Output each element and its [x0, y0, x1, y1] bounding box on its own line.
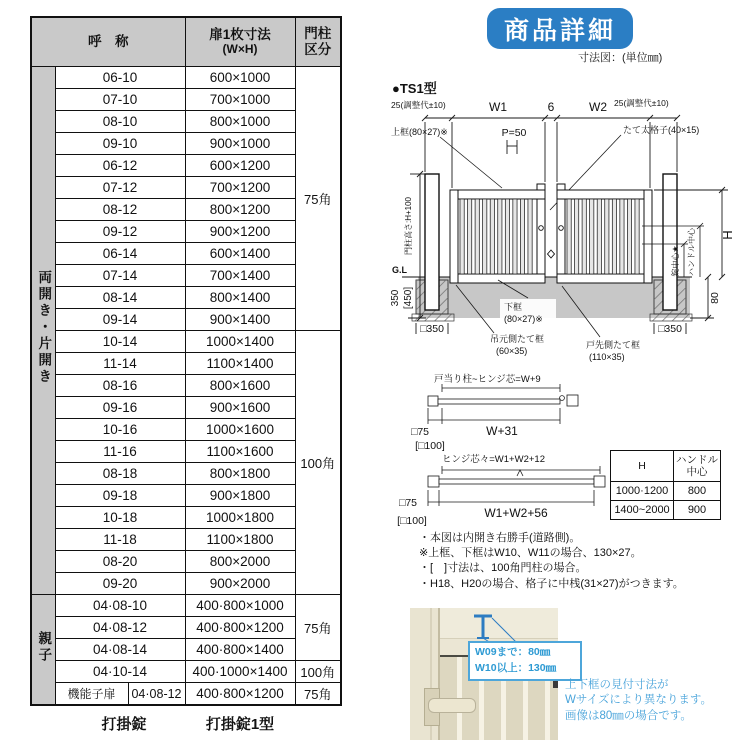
table-row [31, 661, 341, 683]
note-line: ・[ ]寸法は、100角門柱の場合。 [419, 562, 587, 575]
cell-model-name: 06-14 [55, 243, 185, 265]
table-row [31, 441, 341, 463]
gate-bar [605, 199, 609, 274]
table-row [31, 551, 341, 573]
table-row [31, 155, 341, 177]
gate-bar [468, 199, 472, 274]
cell-leaf-size: 800×1200 [185, 199, 295, 221]
cell-h-range: 1000·1200 [611, 482, 674, 501]
dimension-unit-note: 寸法図：(単位㎜) [578, 52, 663, 64]
gate-post-left [425, 174, 439, 310]
product-detail-badge-label: 商品詳細 [503, 16, 616, 45]
cell-leaf-size: 800×1600 [185, 375, 295, 397]
cell-leaf-size: 1000×1400 [185, 331, 295, 353]
table-row [31, 243, 341, 265]
gate-bar [490, 199, 494, 274]
cell-model-name: 09-16 [55, 397, 185, 419]
gate-bar [627, 199, 631, 274]
cell-post-type: 75角 [295, 595, 341, 661]
cell-leaf-size: 1000×1800 [185, 507, 295, 529]
photo-caption-line: 画像は80㎜の場合です。 [565, 709, 692, 722]
rail-size-tag-line1: W09まで：80㎜ [475, 646, 551, 658]
table-row [31, 331, 341, 353]
plan2-post: □75 [398, 497, 418, 509]
photo-caption-line: Wサイズにより異なります。 [565, 694, 713, 707]
cell-model-name: 10-18 [55, 507, 185, 529]
pitch-ticks [507, 140, 517, 154]
cell-model-name: 08-10 [55, 111, 185, 133]
dim-gap6: 6 [547, 100, 555, 114]
gate-bar [612, 199, 616, 274]
dim-w1: W1 [489, 100, 507, 114]
cell-leaf-size: 400·800×1200 [185, 617, 295, 639]
label-footing-left: □350 [420, 323, 444, 335]
cell-leaf-size: 900×1400 [185, 309, 295, 331]
cell-leaf-size: 800×2000 [185, 551, 295, 573]
cell-leaf-size: 600×1400 [185, 243, 295, 265]
cell-model-name: 08-16 [55, 375, 185, 397]
note-line: ※上框、下框はW10、W11の場合、130×27。 [419, 547, 642, 560]
col-header-size [185, 17, 295, 67]
cell-leaf-size: 1100×1600 [185, 441, 295, 463]
cell-model-name: 07-12 [55, 177, 185, 199]
cell-h-range: 1400~2000 [611, 501, 674, 520]
handle-table-row [611, 482, 721, 501]
label-depth-350: 350 [390, 289, 401, 307]
label-depth-450: [450] [403, 286, 414, 310]
gate-bar [475, 199, 479, 274]
table-row [31, 485, 341, 507]
spec-table-section [30, 16, 342, 706]
cell-leaf-size: 600×1200 [185, 155, 295, 177]
cell-leaf-size: 700×1000 [185, 89, 295, 111]
table-row [31, 133, 341, 155]
plan2-post-alt: [□100] [397, 515, 427, 527]
spec-table-header-row [31, 17, 341, 67]
cell-leaf-size: 400·1000×1400 [185, 661, 295, 683]
cell-model-name: 10-16 [55, 419, 185, 441]
cell-leaf-size: 900×1200 [185, 221, 295, 243]
col-header-post-line2: 区分 [304, 42, 332, 57]
gate-bar [528, 199, 532, 274]
col-header-name: 呼 称 [31, 17, 185, 67]
leader-top-rail [440, 137, 502, 188]
plan1-title: 戸当り柱~ヒンジ芯=W+9 [434, 374, 541, 385]
label-handle-center: ハンドル中心 [687, 228, 696, 276]
gate-bar [567, 199, 571, 274]
cell-leaf-size: 800×1400 [185, 287, 295, 309]
col-header-size-line1: 扉1枚寸法 [209, 27, 271, 43]
spec-table-body [31, 67, 341, 706]
label-latch-stile2: (110×35) [589, 352, 625, 362]
cell-model-name: 08-14 [55, 287, 185, 309]
photo-caption [565, 678, 712, 724]
label-bottom-rail1: 下框 [504, 302, 523, 312]
photo-handle-lever [428, 698, 476, 713]
table-row [31, 595, 341, 617]
label-lattice: たて太格子(40×15) [623, 125, 700, 135]
gate-bar [498, 199, 502, 274]
cell-model-name: 09-14 [55, 309, 185, 331]
cell-model-name: 07-10 [55, 89, 185, 111]
cell-sub-label: 機能子扉 [56, 683, 129, 704]
gate-bar [582, 199, 586, 274]
cell-leaf-size: 900×2000 [185, 573, 295, 595]
dim-pitch-p50: P=50 [501, 127, 527, 139]
handle-height-table [610, 450, 721, 520]
cell-leaf-size: 800×1800 [185, 463, 295, 485]
gate-bar [483, 199, 487, 274]
gate-bar [635, 199, 639, 274]
label-80: 80 [709, 292, 721, 304]
table-row [31, 265, 341, 287]
cell-leaf-size: 1100×1800 [185, 529, 295, 551]
cell-model-name: 04·08-14 [55, 639, 185, 661]
cell-model-name [55, 683, 185, 706]
group-label: 両開き・片開き [36, 270, 52, 386]
cell-model-name: 11-18 [55, 529, 185, 551]
label-latch-stile1: 戸先側たて框 [586, 340, 641, 350]
group-label: 親子 [36, 630, 52, 664]
table-row [31, 639, 341, 661]
cell-post-type: 100角 [295, 661, 341, 683]
gate-leaf-right [557, 184, 652, 283]
cell-leaf-size: 400·800×1400 [185, 639, 295, 661]
cell-leaf-size: 900×1000 [185, 133, 295, 155]
table-row [31, 353, 341, 375]
type-title: ●TS1型 [392, 81, 437, 96]
table-row [31, 419, 341, 441]
table-row [31, 287, 341, 309]
table-row [31, 573, 341, 595]
gate-post-right [663, 174, 677, 310]
label-bottom-rail2: (80×27)※ [504, 314, 543, 324]
cell-model-name: 09-10 [55, 133, 185, 155]
gate-leaf-left [450, 184, 545, 283]
cell-post-type: 75角 [295, 683, 341, 706]
label-post-height: 門柱高さ:H+100 [404, 196, 413, 256]
table-row [31, 177, 341, 199]
cell-model-name: 04·08-10 [55, 595, 185, 617]
plan1-post: □75 [410, 426, 430, 438]
label-ground-level: G.L [392, 265, 407, 275]
handle-table-row [611, 501, 721, 520]
handle-table-header [611, 451, 721, 482]
cell-leaf-size: 1000×1600 [185, 419, 295, 441]
label-footing-right: □350 [658, 323, 682, 335]
cell-leaf-size: 1100×1400 [185, 353, 295, 375]
gate-bar [520, 199, 524, 274]
table-row [31, 221, 341, 243]
note-line: ・H18、H20の場合、格子に中桟(31×27)がつきます。 [419, 577, 684, 590]
table-row [31, 529, 341, 551]
rail-size-tag [468, 641, 582, 681]
cell-model-name-value: 04·08-12 [131, 686, 182, 701]
cell-model-name: 11-16 [55, 441, 185, 463]
cell-leaf-size: 400·800×1000 [185, 595, 295, 617]
plan1-post-alt: [□100] [415, 440, 445, 452]
cell-leaf-size: 700×1400 [185, 265, 295, 287]
cell-leaf-size: 900×1600 [185, 397, 295, 419]
cell-model-name: 06-10 [55, 67, 185, 89]
cell-leaf-size: 800×1000 [185, 111, 295, 133]
table-row [31, 67, 341, 89]
group-label-cell [31, 595, 55, 706]
table-row [31, 89, 341, 111]
dim-adjust-left: 25(調整代±10) [391, 100, 446, 110]
cell-model-name: 04·08-12 [55, 617, 185, 639]
footer-lock-left: 打掛錠 [101, 716, 147, 733]
dim-w2: W2 [589, 100, 607, 114]
cell-model-name: 08-20 [55, 551, 185, 573]
label-top-rail: 上框(80×27)※ [391, 127, 448, 137]
cell-model-name: 07-14 [55, 265, 185, 287]
cell-post-type: 100角 [295, 331, 341, 595]
cell-model-name: 08-18 [55, 463, 185, 485]
label-hinge-stile1: 吊元側たて框 [490, 334, 545, 344]
table-row [31, 309, 341, 331]
cell-handle-height: 900 [674, 501, 721, 520]
footer-lock-right: 打掛錠1型 [205, 716, 275, 733]
cell-leaf-size: 700×1200 [185, 177, 295, 199]
handle-table-col-center: ハンドル中心 [674, 451, 721, 482]
table-row [31, 617, 341, 639]
cell-model-name: 06-12 [55, 155, 185, 177]
gate-bar [590, 199, 594, 274]
gate-bar [505, 199, 509, 274]
label-h: H [720, 230, 735, 240]
cell-post-type: 75角 [295, 67, 341, 331]
plan-view-2 [397, 453, 605, 527]
gate-bar [575, 199, 579, 274]
cell-model-name: 10-14 [55, 331, 185, 353]
table-row [31, 375, 341, 397]
spec-table [30, 16, 342, 706]
col-header-post-line1: 門柱 [304, 26, 332, 42]
table-row [31, 507, 341, 529]
cell-leaf-size: 900×1800 [185, 485, 295, 507]
label-hinge-stile2: (60×35) [496, 346, 528, 356]
plan1-width: W+31 [486, 424, 518, 438]
table-row [31, 397, 341, 419]
cell-model-name: 09-18 [55, 485, 185, 507]
plan-view-1 [411, 373, 578, 452]
cell-leaf-size: 400·800×1200 [185, 683, 295, 706]
rail-size-tag-line2: W10以上：130㎜ [475, 661, 557, 674]
gate-bar [597, 199, 601, 274]
handle-table-body [611, 482, 721, 520]
cell-model-name: 11-14 [55, 353, 185, 375]
gate-bar [513, 199, 517, 274]
cell-model-name: 08-12 [55, 199, 185, 221]
gate-bar [620, 199, 624, 274]
label-lock-center: 錠中心★ [671, 245, 680, 277]
diagram-notes [419, 531, 684, 592]
table-row [31, 111, 341, 133]
cell-model-name: 09-12 [55, 221, 185, 243]
plan2-title: ヒンジ芯々=W1+W2+12 [442, 454, 545, 465]
col-header-size-line2: (W×H) [222, 41, 258, 56]
table-row [31, 683, 341, 706]
table-row [31, 199, 341, 221]
cell-model-name: 04·10-14 [55, 661, 185, 683]
note-line: ・本図は内開き右勝手(道路側)。 [419, 532, 581, 544]
cell-handle-height: 800 [674, 482, 721, 501]
product-detail-badge [487, 8, 633, 49]
col-header-post [295, 17, 341, 67]
handle-table-col-h: H [611, 451, 674, 482]
photo-caption-line: 上下框の見付寸法が [565, 679, 669, 691]
table-row [31, 463, 341, 485]
cell-model-name: 09-20 [55, 573, 185, 595]
cell-leaf-size: 600×1000 [185, 67, 295, 89]
plan2-width: W1+W2+56 [484, 506, 548, 520]
dim-adjust-right: 25(調整代±10) [614, 98, 669, 108]
group-label-cell [31, 67, 55, 595]
gate-bar [460, 199, 464, 274]
